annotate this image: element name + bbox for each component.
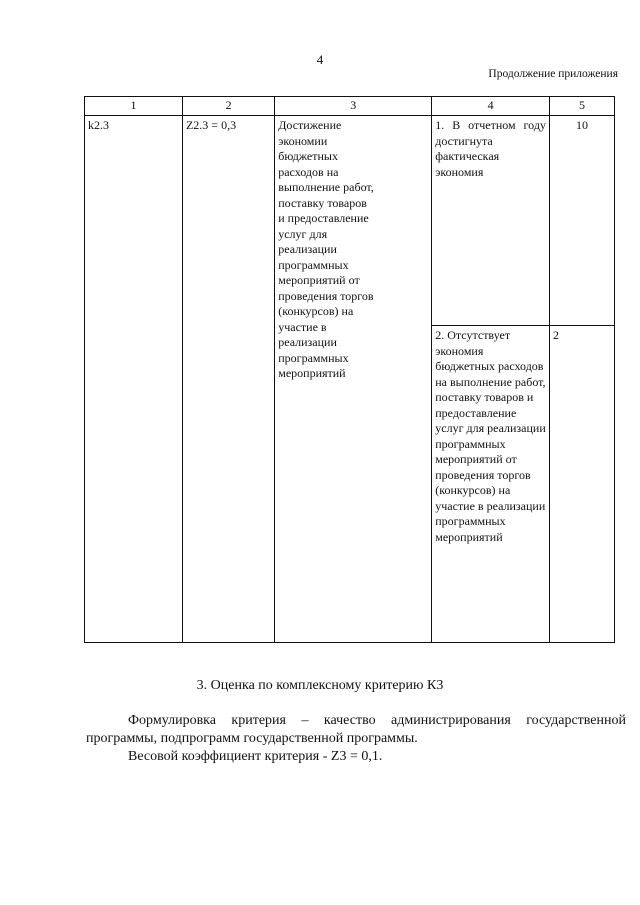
score-cell-1: 10	[549, 116, 614, 326]
indicator-name-cell: Достижение экономии бюджетных расходов на выполнение работ, поставку товаров и предоставление услуг для реализации программных мероприятий от проведения торгов (конкурсов) на участие в реализации программных мероприятий	[275, 116, 432, 643]
table-row	[85, 116, 615, 326]
column-header-5: 5	[549, 97, 614, 116]
criterion-weight: Весовой коэффициент критерия - Z3 = 0,1.	[128, 749, 383, 764]
column-header-1: 1	[85, 97, 183, 116]
table-header-row	[85, 97, 615, 116]
page-number: 4	[316, 52, 324, 67]
column-header-4: 4	[432, 97, 550, 116]
condition-cell-2: 2. Отсутствует экономия бюджетных расходов на выполнение работ, поставку товаров и предоставление услуг для реализации программных мероприятий от проведения торгов (конкурсов) на участие в реализации программных мероприятий	[432, 326, 550, 643]
condition-cell-1: 1. В отчетном году достигнута фактическая экономия	[432, 116, 550, 326]
indicator-code-cell: k2.3	[85, 116, 183, 643]
column-header-2: 2	[182, 97, 274, 116]
criterion-formulation: Формулировка критерия – качество администрирования государственной программы, подпрограмм государственной программы.	[86, 713, 626, 746]
continuation-note: Продолжение приложения	[488, 68, 618, 80]
column-header-3: 3	[275, 97, 432, 116]
score-cell-2: 2	[549, 326, 614, 643]
criteria-table	[84, 96, 615, 643]
section-heading: 3. Оценка по комплексному критерию К3	[196, 678, 444, 693]
weight-cell: Z2.3 = 0,3	[182, 116, 274, 643]
